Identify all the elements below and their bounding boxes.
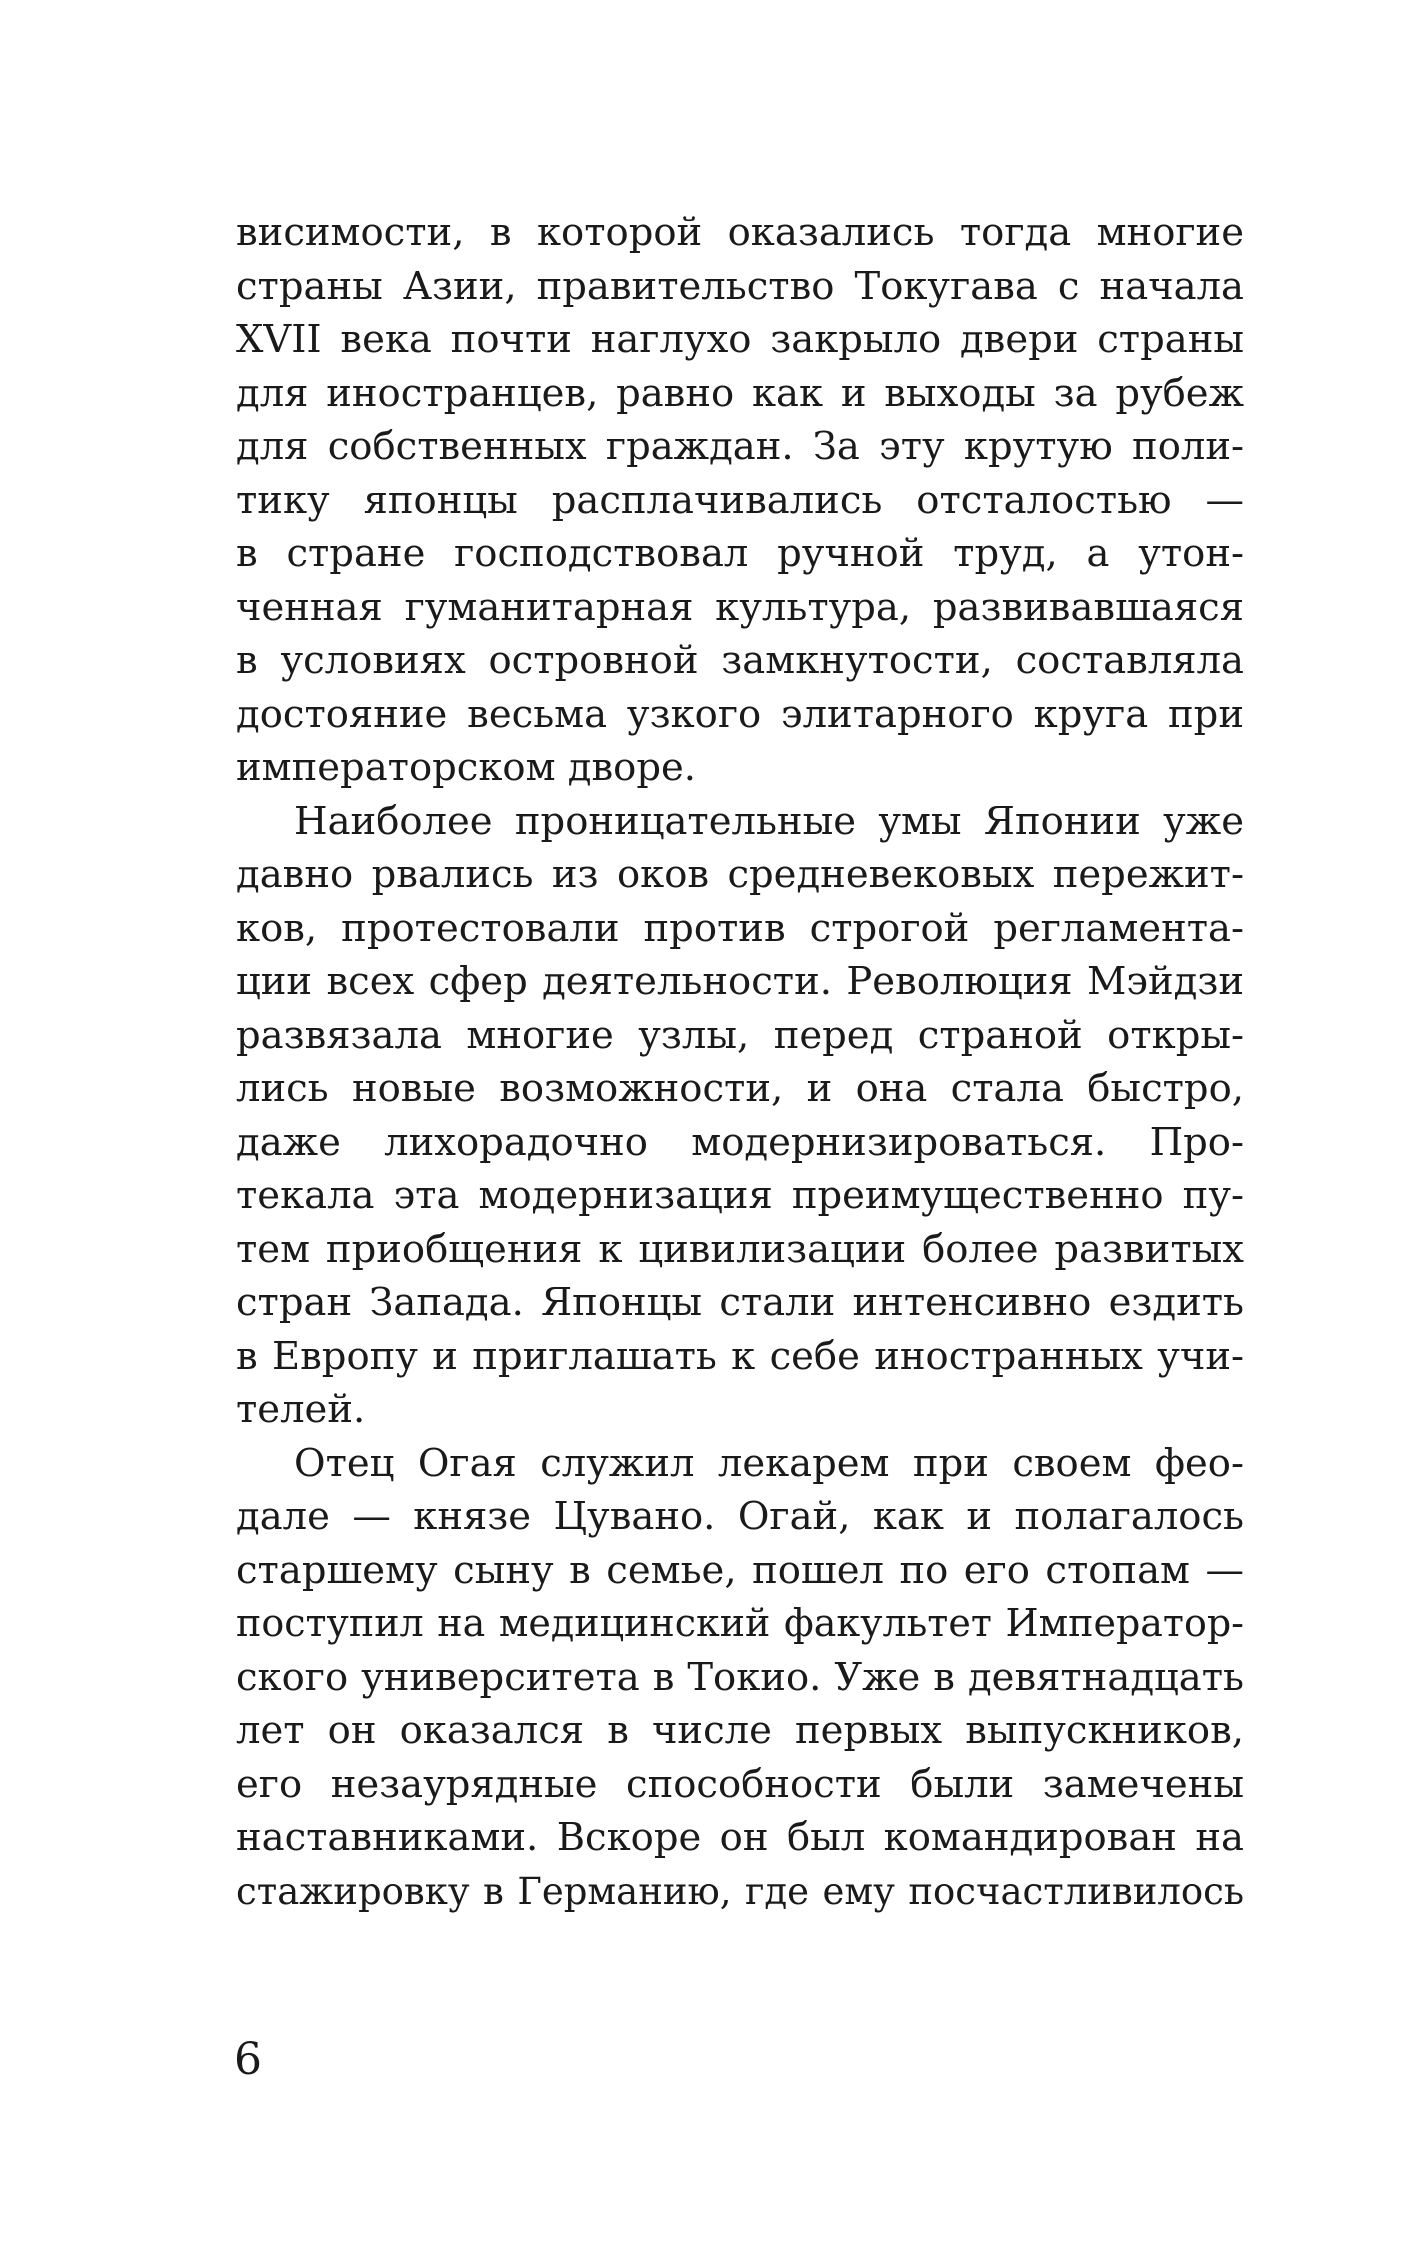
text-line: для иностранцев, равно как и выходы за рубеж — [236, 370, 1244, 416]
text-line: лись новые возможности, и она стала быстро, — [236, 1066, 1244, 1111]
text-line: тику японцы расплачивались отсталостью — — [236, 477, 1244, 523]
paragraph — [236, 206, 1244, 795]
text-line: Отец Огая служил лекарем при своем фео- — [294, 1440, 1244, 1486]
text-line: стран Запада. Японцы стали интенсивно ездить — [236, 1280, 1244, 1325]
text-line: достояние весьма узкого элитарного круга при — [236, 691, 1244, 737]
text-line: в условиях островной замкнутости, составляла — [236, 638, 1244, 683]
text-line: ков, протестовали против строгой регламента- — [236, 905, 1244, 951]
text-line: императорском дворе. — [236, 745, 696, 790]
text-line: Наиболее проницательные умы Японии уже — [294, 798, 1244, 844]
paragraph — [236, 1437, 1244, 1919]
text-line: дале — князе Цувано. Огай, как и полагалось — [236, 1494, 1244, 1539]
text-line: в Европу и приглашать к себе иностранных учи- — [236, 1333, 1244, 1379]
text-line: XVII века почти наглухо закрыло двери страны — [236, 317, 1244, 362]
text-line: в стране господствовал ручной труд, а утон- — [236, 531, 1244, 576]
text-line: ции всех сфер деятельности. Революция Мэйдзи — [236, 959, 1244, 1004]
text-line: ского университета в Токио. Уже в девятнадцать — [236, 1654, 1244, 1700]
text-line: его незаурядные способности были замечены — [236, 1761, 1244, 1807]
text-line: давно рвались из оков средневековых пережит- — [236, 852, 1244, 897]
text-line: лет он оказался в числе первых выпускников, — [236, 1708, 1244, 1753]
text-line: ченная гуманитарная культура, развивавшаяся — [236, 584, 1244, 630]
text-line: тем приобщения к цивилизации более развитых — [236, 1226, 1244, 1272]
text-line: страны Азии, правительство Токугава с начала — [236, 263, 1244, 309]
text-line: наставниками. Вскоре он был командирован на — [236, 1815, 1244, 1860]
text-line: висимости, в которой оказались тогда многие — [236, 210, 1244, 255]
text-line: даже лихорадочно модернизироваться. Про- — [236, 1119, 1244, 1165]
text-line: телей. — [236, 1387, 366, 1432]
paragraph — [236, 795, 1244, 1437]
page-number: 6 — [234, 2034, 262, 2085]
body-text — [236, 206, 1244, 1918]
text-line: старшему сыну в семье, пошел по его стопам — — [236, 1547, 1244, 1593]
text-line: развязала многие узлы, перед страной откры- — [236, 1012, 1244, 1058]
text-line: текала эта модернизация преимущественно пу- — [236, 1173, 1244, 1218]
text-line: для собственных граждан. За эту крутую поли- — [236, 424, 1244, 469]
text-line: поступил на медицинский факультет Император- — [236, 1601, 1244, 1645]
text-line: стажировку в Германию, где ему посчастливилось — [236, 1869, 1244, 1913]
